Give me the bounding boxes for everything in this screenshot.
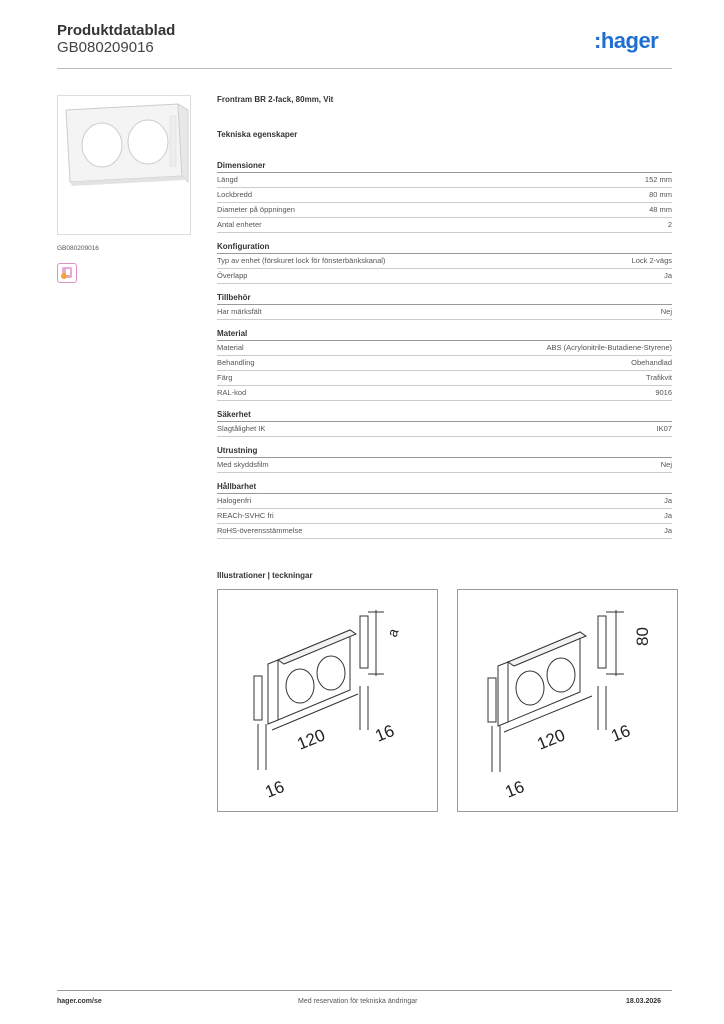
spec-value: ABS (Acrylonitrile-Butadiene-Styrene) xyxy=(546,343,672,352)
spec-row xyxy=(217,305,672,320)
sustainability-badge-icon xyxy=(57,263,77,283)
spec-label: Med skyddsfilm xyxy=(217,460,269,469)
spec-row xyxy=(217,173,672,188)
spec-sections xyxy=(217,161,672,539)
spec-section xyxy=(217,242,672,284)
spec-row xyxy=(217,341,672,356)
spec-row xyxy=(217,188,672,203)
spec-row xyxy=(217,218,672,233)
spec-label: Slagtålighet IK xyxy=(217,424,266,433)
product-image xyxy=(57,95,191,235)
spec-value: Nej xyxy=(660,460,672,469)
footer-divider xyxy=(57,990,672,991)
section-title: Utrustning xyxy=(217,446,672,458)
spec-section xyxy=(217,446,672,473)
spec-row xyxy=(217,524,672,539)
dim-width-label: 120 xyxy=(294,725,328,754)
spec-section xyxy=(217,482,672,539)
section-title: Konfiguration xyxy=(217,242,672,254)
section-title: Tillbehör xyxy=(217,293,672,305)
spec-label: Halogenfri xyxy=(217,496,252,505)
spec-value: 9016 xyxy=(655,388,672,397)
footer-website-link[interactable]: hager.com/se xyxy=(57,998,102,1005)
spec-value: Trafikvit xyxy=(646,373,672,382)
spec-row xyxy=(217,494,672,509)
dim-height-label: 80 xyxy=(633,627,652,646)
spec-value: Nej xyxy=(660,307,672,316)
drawing-1 xyxy=(217,589,438,812)
spec-value: 48 mm xyxy=(649,205,672,214)
spec-label: Färg xyxy=(217,373,233,382)
spec-label: RoHS-överensstämmelse xyxy=(217,526,303,535)
spec-label: Antal enheter xyxy=(217,220,262,229)
spec-row xyxy=(217,386,672,401)
dim-width-label: 120 xyxy=(534,725,568,754)
spec-label: Längd xyxy=(217,175,238,184)
spec-section xyxy=(217,410,672,437)
spec-label: Diameter på öppningen xyxy=(217,205,295,214)
spec-value: Obehandlad xyxy=(631,358,672,367)
spec-label: Behandling xyxy=(217,358,255,367)
spec-value: 80 mm xyxy=(649,190,672,199)
section-title: Dimensioner xyxy=(217,161,672,173)
dim-depth-right-label: 16 xyxy=(372,721,398,746)
tech-properties-title: Tekniska egenskaper xyxy=(217,130,298,139)
spec-value: Ja xyxy=(664,526,672,535)
spec-label: Överlapp xyxy=(217,271,248,280)
spec-value: 2 xyxy=(667,220,672,229)
spec-value: Lock 2-vägs xyxy=(631,256,672,265)
drawing-2 xyxy=(457,589,678,812)
spec-row xyxy=(217,422,672,437)
dim-depth-right-label: 16 xyxy=(608,721,634,746)
hager-logo[interactable] xyxy=(594,28,658,54)
logo-prefix: : xyxy=(594,28,601,53)
spec-content xyxy=(217,95,672,539)
spec-value: 152 mm xyxy=(644,175,672,184)
spec-row xyxy=(217,356,672,371)
spec-label: REACh-SVHC fri xyxy=(217,511,274,520)
spec-label: Material xyxy=(217,343,244,352)
image-caption: GB080209016 xyxy=(57,245,99,252)
spec-label: Har märksfält xyxy=(217,307,262,316)
spec-section xyxy=(217,161,672,233)
spec-value: Ja xyxy=(664,496,672,505)
spec-label: Lockbredd xyxy=(217,190,253,199)
logo-text: hager xyxy=(600,28,659,53)
footer-date: 18.03.2026 xyxy=(626,998,662,1005)
spec-section xyxy=(217,293,672,320)
spec-row xyxy=(217,269,672,284)
spec-row xyxy=(217,254,672,269)
header-divider xyxy=(57,68,672,69)
spec-row xyxy=(217,203,672,218)
footer-disclaimer: Med reservation för tekniska ändringar xyxy=(298,998,418,1005)
illustrations-title: Illustrationer | teckningar xyxy=(217,571,313,580)
product-code: GB080209016 xyxy=(57,39,154,56)
spec-label: Typ av enhet (förskuret lock för fönsterbänkskanal) xyxy=(217,256,386,265)
product-name: Frontram BR 2-fack, 80mm, Vit xyxy=(217,95,334,104)
spec-value: Ja xyxy=(664,271,672,280)
spec-value: Ja xyxy=(664,511,672,520)
spec-row xyxy=(217,458,672,473)
spec-label: RAL-kod xyxy=(217,388,247,397)
dim-height-label: a xyxy=(383,626,402,640)
spec-section xyxy=(217,329,672,401)
section-title: Säkerhet xyxy=(217,410,672,422)
dim-depth-left-label: 16 xyxy=(262,777,288,802)
section-title: Material xyxy=(217,329,672,341)
spec-row xyxy=(217,509,672,524)
dim-depth-left-label: 16 xyxy=(502,777,528,802)
spec-value: IK07 xyxy=(656,424,672,433)
document-title: Produktdatablad xyxy=(57,22,176,39)
section-title: Hållbarhet xyxy=(217,482,672,494)
spec-row xyxy=(217,371,672,386)
